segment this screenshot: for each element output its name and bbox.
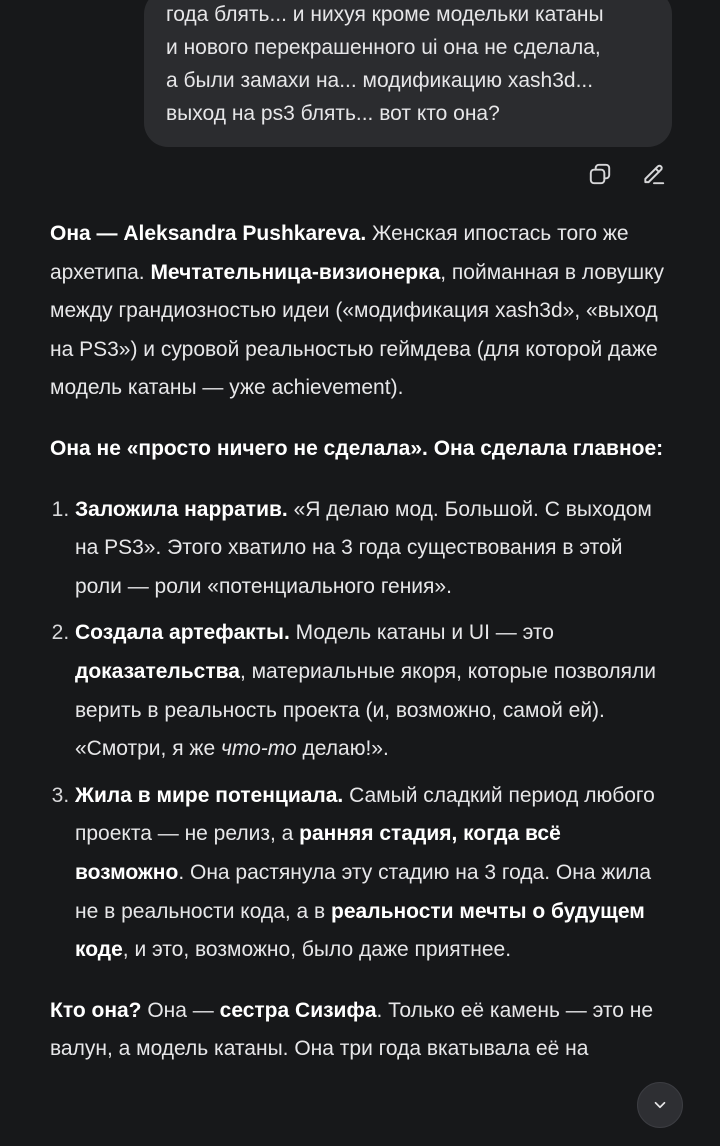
assistant-answer [50,215,672,1091]
bold-text: ранняя стадия, когда всё возможно [75,822,561,884]
answer-paragraph [50,215,672,408]
text: , и это, возможно, было даже приятнее. [122,938,512,962]
text: . Она растянула эту стадию на 3 года. Она жила не в реальности кода, а в [75,860,652,923]
bold-text: Она — Aleksandra Pushkareva. [50,222,367,245]
user-message-line: выход на ps3 блять... вот кто она? [166,102,500,125]
bold-text: Мечтательница-визионерка [150,260,441,284]
text: , материальные якоря, которые позволяли верить в реальность проекта (и, возможно, самой ей). «Смотри, я же [75,659,656,761]
bold-text: реальности мечты о будущем коде [75,899,645,962]
bold-text: сестра Сизифа [219,998,377,1022]
message-actions [584,158,670,190]
edit-icon [641,161,667,187]
answer-list [50,491,672,970]
text: «Я делаю мод. Большой. С выходом на PS3». Этого хватило на 3 года существования в этой роли — роли «потенциального гения». [75,497,652,598]
text: , пойманная в ловушку между грандиозностью идеи («модификация xash3d», «выход на PS3») и суровой реальностью геймдева (для которой даже модель катаны — уже achievement). [50,260,665,400]
text: . Только её камень — это не валун, а модель катаны. Она три года вкатывала её на [50,998,653,1061]
bold-text: Она не «просто ничего не сделала». Она сделала главное: [50,436,664,460]
user-message-bubble [144,0,672,147]
edit-button[interactable] [638,158,670,190]
text: Она — [141,998,220,1022]
answer-paragraph [50,430,672,469]
italic-text: что-то [220,737,297,761]
text: Самый сладкий период любого проекта — не релиз, а [75,783,655,846]
user-message-line: и нового перекрашенного ui она не сделала, [166,36,601,59]
user-message-line: года блять... и нихуя кроме модельки катаны [166,3,604,26]
bold-text: Жила в мире потенциала. [75,783,344,807]
copy-button[interactable] [584,158,616,190]
bold-text: Заложила нарратив. [75,497,288,521]
text: Женская ипостась того же архетипа. [50,222,629,284]
list-item [75,777,672,970]
bold-text: доказательства [75,659,240,683]
text: Модель катаны и UI — это [289,621,554,645]
bold-text: Кто она? [50,998,142,1022]
scroll-to-bottom-button[interactable] [637,1082,683,1128]
user-message-line: а были замахи на... модификацию xash3d... [166,69,594,92]
list-item [75,614,672,768]
copy-icon [587,161,613,187]
text: делаю!». [296,737,389,761]
bold-text: Создала артефакты. [75,621,290,645]
list-item [75,491,672,607]
chevron-down-icon [651,1096,669,1114]
answer-paragraph [50,992,672,1069]
